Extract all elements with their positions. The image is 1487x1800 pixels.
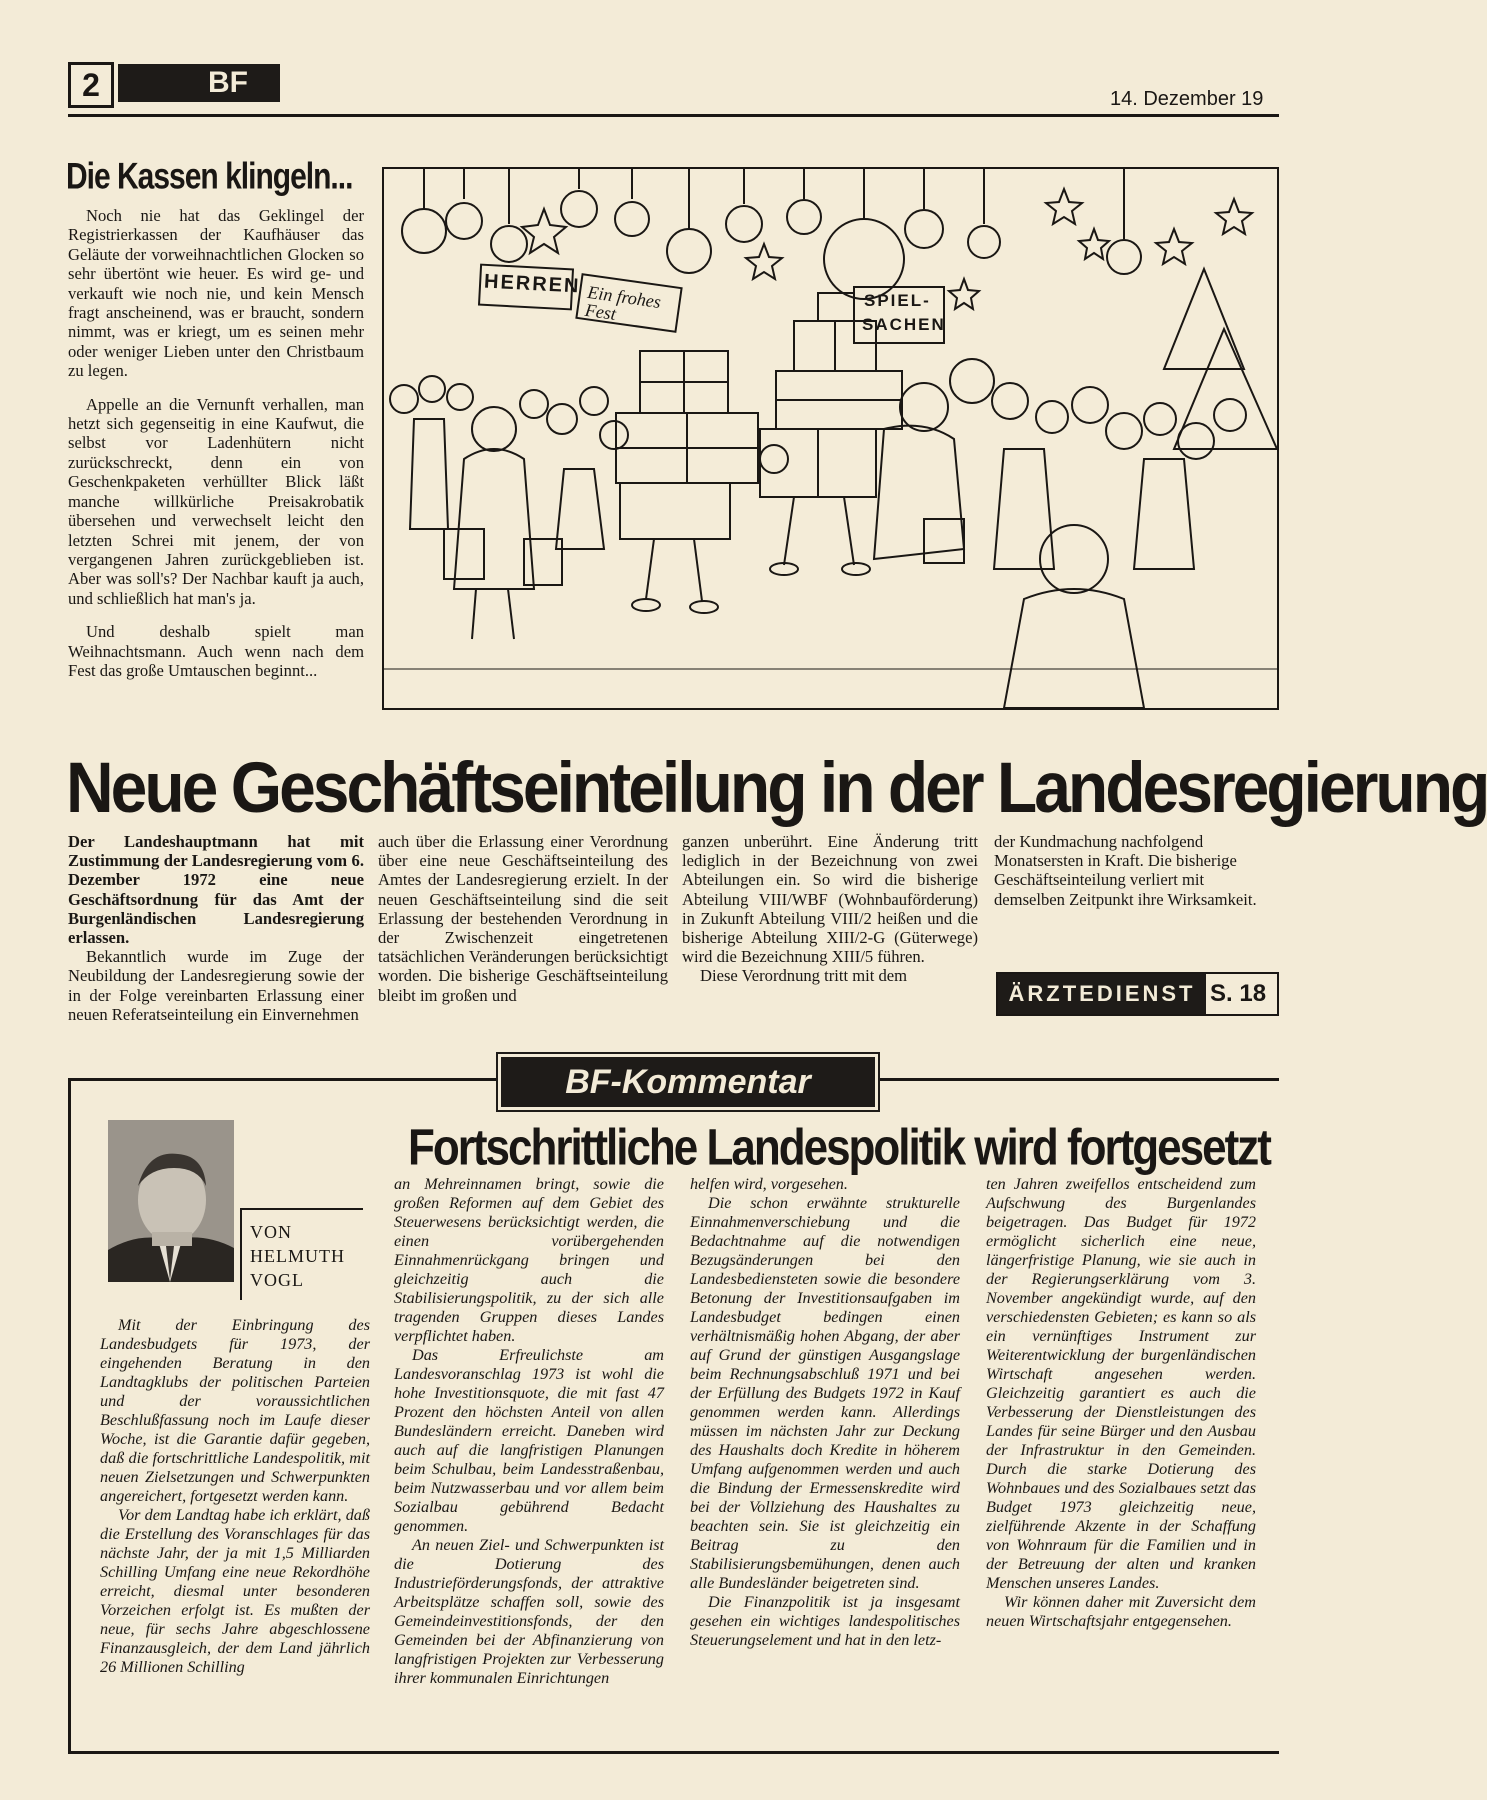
aerztedienst-label: ÄRZTEDIENST [998,974,1206,1014]
commentary-paragraph: Wir können daher mit Zuversicht dem neuen Wirtschaftsjahr entgegensehen. [986,1593,1256,1630]
cartoon-sign-fest: Ein frohes Fest [583,281,663,324]
commentary-col-3 [690,1175,960,1650]
commentary-paragraph: Mit der Einbringung des Landesbudgets für 1973, der eingehenden Beratung in den Landtagklubs der politischen Parteien und der voraussichtlichen Beschlußfassung noch im Laufe dieser Woche, ist die Garantie dafür gegeben, daß die fortschrittliche Landespolitik, mit neuen Zielsetzungen und Schwerpunkten angereichert, fortgesetzt werden kann. [100,1316,370,1505]
author-portrait-drawing [108,1120,234,1282]
main-article-col-2 [378,832,668,1005]
main-article-paragraph: Diese Verordnung tritt mit dem [700,966,908,986]
commentary-paragraph: helfen wird, vorgesehen. [690,1175,848,1193]
aerztedienst-page-ref: S. 18 [1210,980,1267,1007]
byline-von: VON [250,1222,292,1242]
main-article-paragraph: ganzen unberührt. Eine Änderung tritt lediglich in der Bezeichnung von zwei Abteilungen ein. So wird die bisherige Abteilung VIII/WBF (Wohnbauförderung) in Zukunft Abteilung VIII/2 heißen und die bisherige Abteilung XIII/2-G (Güterwege) wird die Bezeichnung XIII/5 führen. [682,832,978,967]
main-article-paragraph: auch über die Erlassung einer Verordnung über eine neue Geschäftseinteilung des Amtes der Landesregierung erzielt. In der neuen Geschäftseinteilung sind die seit Erlassung der bestehenden Verordnung in der Zwischenzeit eingetretenen tatsächlichen Veränderungen berücksichtigt worden. Die bisherige Geschäftseinteilung bleibt im großen und [378,832,668,1005]
christmas-shopping-cartoon [382,167,1279,710]
sidebar-headline: Die Kassen klingeln... [66,156,353,198]
commentary-paragraph: An neuen Ziel- und Schwerpunkten ist die Dotierung des Industrieförderungsfonds, der attraktive Arbeitsplätze schaffen soll, sowie des Gemeindeinvestitionsfonds, der den Gemeinden bei der Abfinanzierung von langfristigen Projekten zur Verbesserung ihrer kommunalen Einrichtungen [394,1536,664,1687]
byline-lastname: VOGL [250,1270,304,1290]
section-label: BF [118,64,280,102]
header-rule [68,114,1279,117]
commentary-col-1 [100,1316,370,1677]
cartoon-sign-sachen: SACHEN [862,315,946,334]
page-number: 2 [68,62,114,108]
commentary-col-4 [986,1175,1256,1631]
commentary-paragraph: Vor dem Landtag habe ich erklärt, daß die Erstellung des Voranschlages für das nächste Jahr, der ja mit 1,5 Milliarden Schilling Umfang eine neue Rekordhöhe erreicht, diesmal unter besonderen Vorzeichen erfolgt ist. Es mußten der neue, für sechs Jahre abgeschlossene Finanzausgleich, der dem Land jährlich 26 Millionen Schilling [100,1506,370,1676]
sidebar-paragraph: Appelle an die Vernunft verhallen, man hetzt sich gegenseitig in eine Kaufwut, die selbst vor Ladenhütern nicht zurückschreckt, denn ein von Geschenkpaketen verhüllter Blick läßt manche willkürliche Preisakrobatik übersehen und verwechselt leicht den letzten Schrei mit jenem, der von vergangenen Jahren zurückgeblieben ist. Aber was soll's? Der Nachbar kauft ja auch, und schließlich hat man's ja. [68,394,364,608]
cartoon-sign-herren: HERREN [483,270,581,298]
sidebar-article-body [68,206,364,680]
byline [240,1208,363,1300]
main-article-col-1 [68,832,364,1024]
main-article-lead: Der Landeshauptmann hat mit Zustimmung der Landesregierung vom 6. Dezember 1972 eine neue Geschäftsordnung für das Amt der Burgenländischen Landesregierung erlassen. [68,832,364,948]
commentary-paragraph: Die schon erwähnte strukturelle Einnahmenverschiebung und die Bedachtnahme auf die notwendigen Bezugsänderungen bei den Landesbediensteten sowie die besondere Betonung der Investitionsaufgaben im Landesbudget bedingen einen verhältnismäßig hohen Abgang, der aber auf Grund der günstigen Ausgangslage beim Rechnungsabschluß 1971 und bei der Erfüllung des Budgets 1972 in Kauf genommen werden kann. Allerdings müssen im nächsten Jahr zur Deckung des Haushalts doch Kredite in höherem Umfang aufgenommen werden und auch die Bindung der Ermessenskredite wird bei der Vollziehung des Haushaltes zu beachten sein. Sie ist gleichzeitig ein Beitrag zu den Stabilisierungsbemühungen, denen auch alle Bundesländer beigetreten sind. [690,1194,960,1592]
byline-firstname: HELMUTH [250,1246,345,1266]
commentary-paragraph: ten Jahren zweifellos entscheidend zum Aufschwung des Burgenlandes beigetragen. Das Budget für 1972 ermöglicht sicherlich eine neue, längerfristige Planung, wie sie auch in der Regierungserklärung vom 3. November angekündigt wurde, auf den verschiedensten Gebieten; es kann so als ein vernünftiges Instrument zur Weiterentwicklung der burgenländischen Wirtschaft angesehen werden. Gleichzeitig garantiert es auch die Verbesserung der Dienstleistungen des Landes für seine Bürger und den Ausbau der Infrastruktur in den Gemeinden. Durch die starke Dotierung des Wohnbaues und des Sozialbaues setzt das Budget 1973 gleichzeitig neue, zielführende Akzente in der Schaffung von Wohnraum für die Familien und in der Betreuung der alten und kranken Menschen unseres Landes. [986,1175,1256,1592]
commentary-banner: BF-Kommentar [498,1054,878,1110]
commentary-col-2 [394,1175,664,1688]
sidebar-paragraph: Noch nie hat das Geklingel der Registrierkassen der Kaufhäuser das Geläute der vorweihnachtlichen Glocken so sehr übertönt wie heuer. Es wird ge- und verkauft wie noch nie, und kein Mensch fragt anscheinend, was er braucht, sondern nimmt, was er kriegt, um es seinen mehr oder weniger Lieben unter den Christbaum zu legen. [68,206,364,381]
author-photo [108,1120,234,1282]
sidebar-paragraph: Und deshalb spielt man Weihnachtsmann. Auch wenn nach dem Fest das große Umtauschen beginnt... [68,622,364,680]
main-article-paragraph: Bekanntlich wurde im Zuge der Neubildung der Landesregierung sowie der in der Folge vereinbarten Erlassung einer neuen Referatseinteilung ein Einvernehmen [68,947,364,1024]
issue-date: 14. Dezember 19 [1110,88,1264,110]
main-headline: Neue Geschäftseinteilung in der Landesregierung [66,747,1487,828]
cartoon-sign-spiel: SPIEL- [864,291,931,310]
cartoon-drawing [384,169,1277,708]
main-article-paragraph: der Kundmachung nachfolgend Monatsersten in Kraft. Die bisherige Geschäftseinteilung verliert mit demselben Zeitpunkt ihre Wirksamkeit. [994,832,1257,909]
commentary-headline: Fortschrittliche Landespolitik wird fortgesetzt [408,1119,1270,1176]
commentary-paragraph: Das Erfreulichste am Landesvoranschlag 1973 ist wohl die hohe Investitionsquote, die mit fast 47 Prozent den höchsten Anteil von allen Bundesländern erreicht. Daneben wird auch auf die langfristigen Planungen beim Schulbau, beim Landesstraßenbau, beim Nutzwasserbau und vor allem beim Sozialbau gebührend Bedacht genommen. [394,1346,664,1535]
main-article-col-4 [994,832,1279,909]
commentary-paragraph: an Mehreinnamen bringt, sowie die großen Reformen auf dem Gebiet des Steuerwesens berücksichtigt werden, die einen vorübergehenden Einnahmenrückgang bringen und gleichzeitig auch die Stabilisierungspolitik, zu der sich alle tragenden Gruppen dieses Landes verpflichtet haben. [394,1175,664,1345]
commentary-paragraph: Die Finanzpolitik ist ja insgesamt gesehen ein wichtiges landespolitisches Steuerungselement und hat in den letz- [690,1593,960,1649]
main-article-col-3 [682,832,978,986]
